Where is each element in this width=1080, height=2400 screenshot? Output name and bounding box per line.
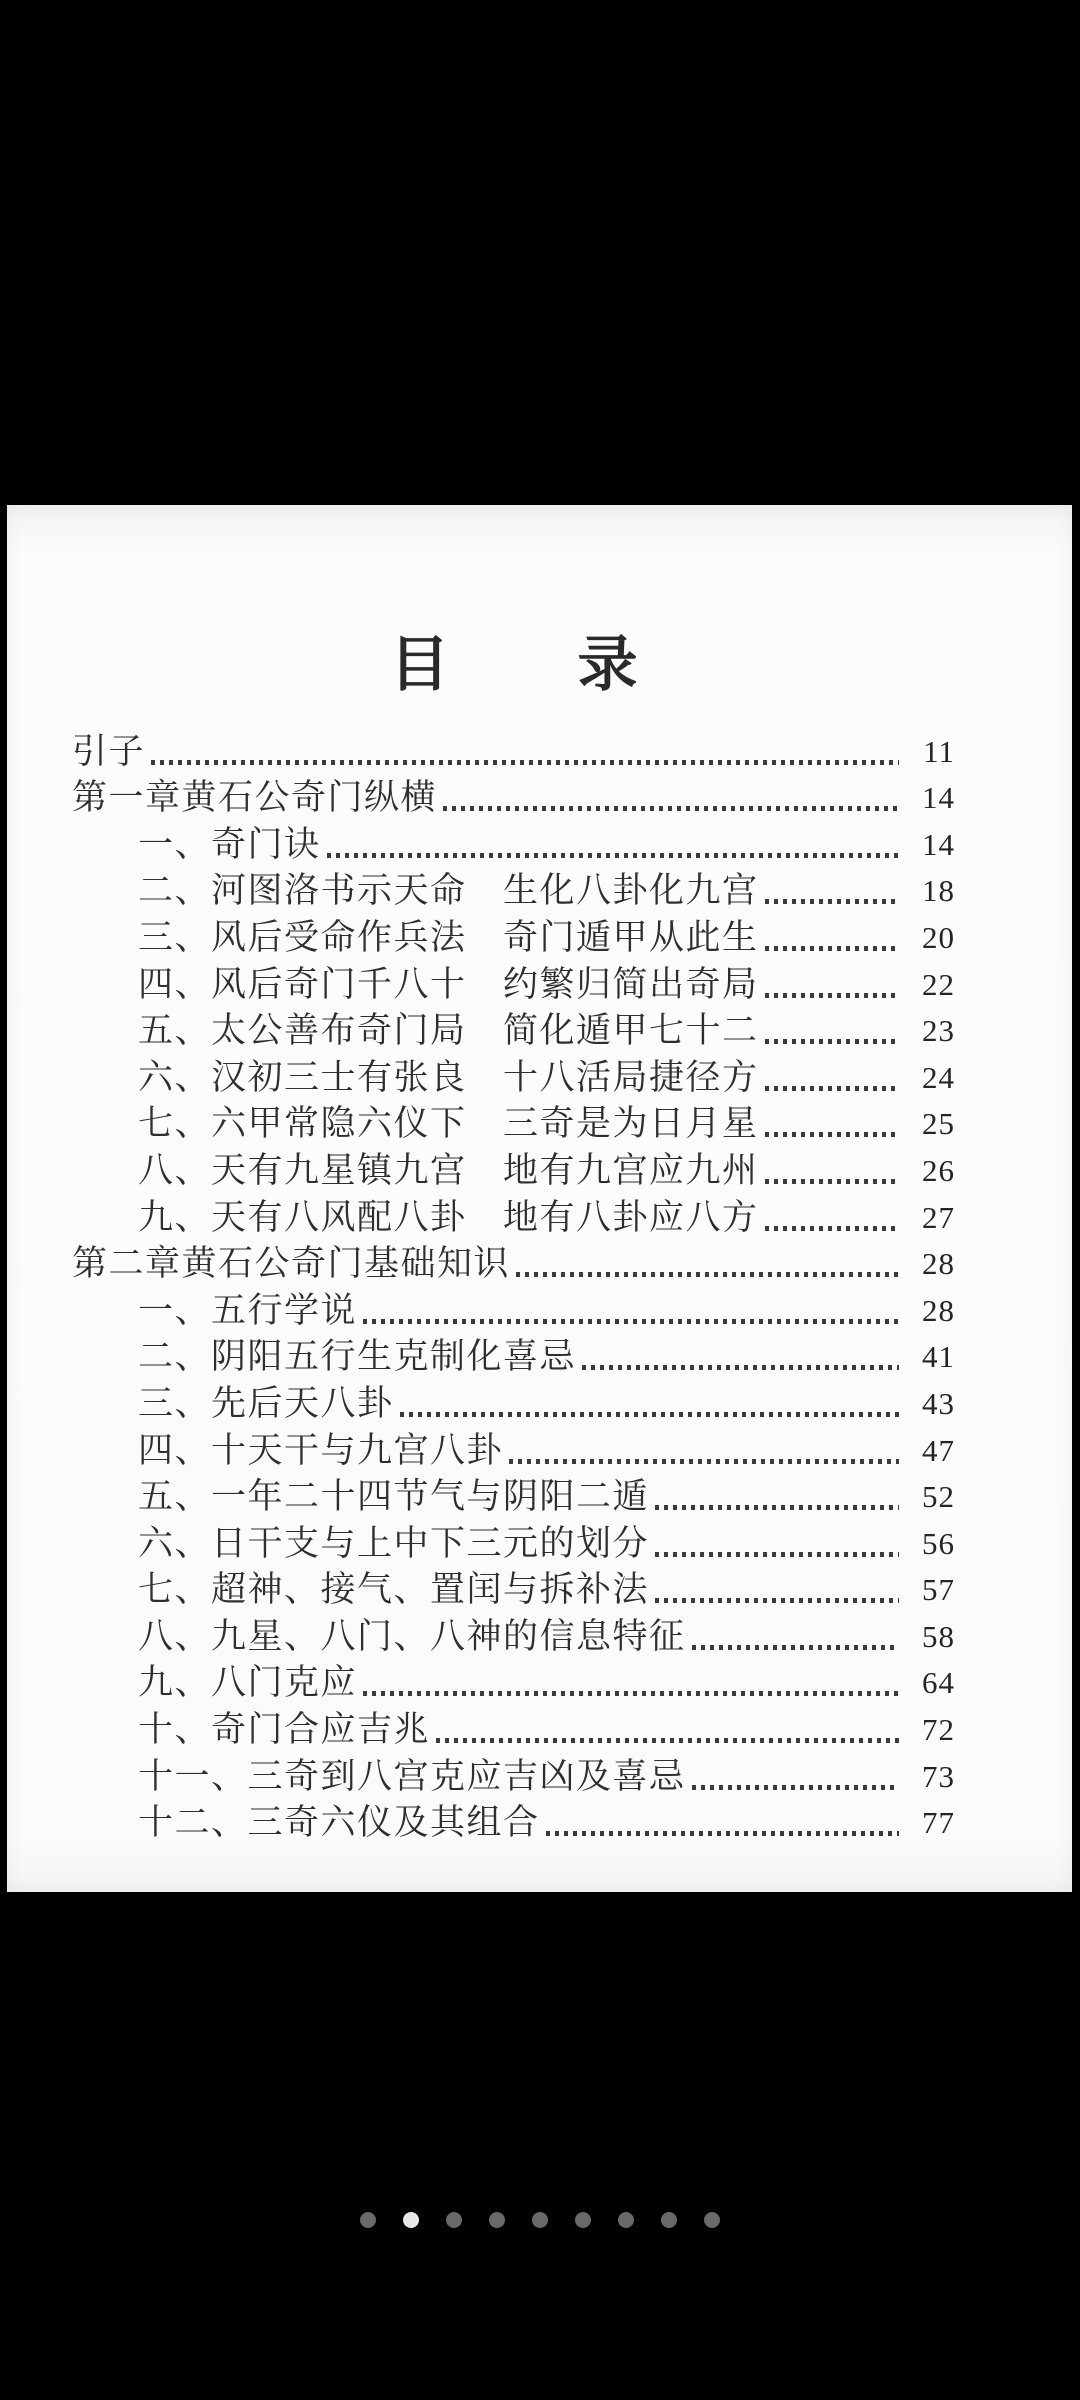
dotted-leader	[765, 946, 899, 951]
toc-entry-label: 九、八门克应	[138, 1663, 358, 1703]
dotted-leader	[765, 1086, 899, 1091]
toc-entry[interactable]	[72, 1520, 955, 1567]
toc-entry[interactable]	[72, 1194, 955, 1241]
dotted-leader	[436, 1738, 899, 1743]
dotted-leader	[363, 1319, 899, 1324]
dotted-leader	[765, 993, 899, 998]
book-page[interactable]	[7, 505, 1072, 1892]
dotted-leader	[655, 1598, 899, 1603]
toc-entry[interactable]	[72, 728, 955, 775]
toc-entry[interactable]	[72, 1241, 955, 1288]
toc-entry[interactable]	[72, 1054, 955, 1101]
pager-dot[interactable]	[446, 2212, 462, 2228]
toc-entry-label: 八、天有九星镇九宫 地有九宫应九州	[138, 1150, 759, 1190]
pager-dot[interactable]	[661, 2212, 677, 2228]
toc-entry-page: 64	[922, 1665, 955, 1701]
toc-entry-page: 28	[922, 1246, 955, 1282]
toc-entry-label: 六、日干支与上中下三元的划分	[138, 1523, 650, 1563]
toc-title-char-right: 录	[577, 632, 638, 698]
toc-title	[72, 632, 955, 698]
toc-entry-label: 二、河图洛书示天命 生化八卦化九宫	[138, 871, 759, 911]
toc-entry-page: 58	[922, 1618, 955, 1654]
toc-entry[interactable]	[72, 1008, 955, 1055]
toc-entry[interactable]	[72, 1101, 955, 1148]
toc-entry-label: 三、风后受命作兵法 奇门遁甲从此生	[138, 917, 759, 957]
toc-entry-label: 二、阴阳五行生克制化喜忌	[138, 1337, 577, 1377]
toc-entry-page: 27	[922, 1199, 955, 1235]
pager-dot[interactable]	[704, 2212, 720, 2228]
toc-entry-label: 九、天有八风配八卦 地有八卦应八方	[138, 1197, 759, 1237]
toc-entry-label: 五、一年二十四节气与阴阳二遁	[138, 1477, 650, 1517]
toc-entry-label: 七、六甲常隐六仪下 三奇是为日月星	[138, 1104, 759, 1144]
dotted-leader	[509, 1459, 899, 1464]
pager-dot[interactable]	[360, 2212, 376, 2228]
toc-entry-page: 20	[922, 919, 955, 955]
toc-entry-page: 41	[922, 1339, 955, 1375]
toc-entry-page: 14	[922, 780, 955, 816]
pager-dot[interactable]	[532, 2212, 548, 2228]
toc-entry[interactable]	[72, 868, 955, 915]
toc-list	[72, 728, 955, 1846]
toc-entry-page: 18	[922, 873, 955, 909]
toc-entry-label: 四、十天干与九宫八卦	[138, 1430, 504, 1470]
toc-entry[interactable]	[72, 1660, 955, 1707]
toc-entry[interactable]	[72, 914, 955, 961]
toc-entry-page: 26	[922, 1152, 955, 1188]
toc-entry-label: 第一章黄石公奇门纵横	[72, 778, 438, 818]
toc-entry-page: 43	[922, 1385, 955, 1421]
toc-entry-page: 56	[922, 1525, 955, 1561]
dotted-leader	[582, 1365, 899, 1370]
toc-entry[interactable]	[72, 775, 955, 822]
toc-entry-label: 第二章黄石公奇门基础知识	[72, 1244, 511, 1284]
dotted-leader	[327, 853, 899, 858]
dotted-leader	[765, 1179, 899, 1184]
toc-entry-label: 引子	[72, 731, 146, 771]
toc-entry-page: 72	[922, 1712, 955, 1748]
toc-entry[interactable]	[72, 1567, 955, 1614]
toc-entry-label: 八、九星、八门、八神的信息特征	[138, 1616, 686, 1656]
toc-entry-label: 十、奇门合应吉兆	[138, 1710, 431, 1750]
page-indicator	[0, 2212, 1080, 2228]
toc-entry[interactable]	[72, 1613, 955, 1660]
dotted-leader	[765, 1132, 899, 1137]
dotted-leader	[655, 1552, 899, 1557]
toc-entry-page: 14	[922, 826, 955, 862]
pager-dot[interactable]	[618, 2212, 634, 2228]
dotted-leader	[692, 1785, 899, 1790]
toc-entry-page: 11	[923, 733, 955, 769]
toc-entry[interactable]	[72, 1287, 955, 1334]
dotted-leader	[765, 1226, 899, 1231]
toc-entry-label: 十一、三奇到八宫克应吉凶及喜忌	[138, 1756, 686, 1796]
toc-entry[interactable]	[72, 821, 955, 868]
toc-entry-label: 七、超神、接气、置闰与拆补法	[138, 1570, 650, 1610]
toc-entry-label: 三、先后天八卦	[138, 1383, 394, 1423]
toc-entry-page: 47	[922, 1432, 955, 1468]
toc-title-char-left: 目	[389, 632, 450, 698]
dotted-leader	[765, 1039, 899, 1044]
toc-entry[interactable]	[72, 1334, 955, 1381]
dotted-leader	[151, 760, 899, 765]
pager-dot-active[interactable]	[403, 2212, 419, 2228]
toc-entry[interactable]	[72, 1427, 955, 1474]
toc-entry-label: 五、太公善布奇门局 简化遁甲七十二	[138, 1011, 759, 1051]
toc-entry-page: 23	[922, 1013, 955, 1049]
toc-entry-label: 一、奇门诀	[138, 824, 321, 864]
toc-entry[interactable]	[72, 1800, 955, 1847]
pager-dot[interactable]	[489, 2212, 505, 2228]
pager-dot[interactable]	[575, 2212, 591, 2228]
toc-entry-label: 六、汉初三士有张良 十八活局捷径方	[138, 1057, 759, 1097]
toc-entry-page: 73	[922, 1758, 955, 1794]
dotted-leader	[692, 1645, 899, 1650]
dotted-leader	[765, 899, 899, 904]
dotted-leader	[516, 1272, 899, 1277]
dotted-leader	[546, 1831, 899, 1836]
toc-entry-page: 77	[922, 1805, 955, 1841]
dotted-leader	[400, 1412, 899, 1417]
toc-entry-label: 四、风后奇门千八十 约繁归简出奇局	[138, 964, 759, 1004]
toc-entry[interactable]	[72, 1147, 955, 1194]
toc-entry[interactable]	[72, 1706, 955, 1753]
toc-entry-label: 十二、三奇六仪及其组合	[138, 1803, 540, 1843]
toc-entry-page: 52	[922, 1479, 955, 1515]
toc-entry[interactable]	[72, 1474, 955, 1521]
dotted-leader	[655, 1505, 899, 1510]
toc-entry[interactable]	[72, 961, 955, 1008]
toc-entry-page: 57	[922, 1572, 955, 1608]
toc-entry-page: 22	[922, 966, 955, 1002]
toc-entry[interactable]	[72, 1380, 955, 1427]
toc-entry-page: 24	[922, 1059, 955, 1095]
dotted-leader	[363, 1691, 899, 1696]
toc-entry-label: 一、五行学说	[138, 1290, 358, 1330]
toc-entry[interactable]	[72, 1753, 955, 1800]
dotted-leader	[443, 806, 899, 811]
toc-entry-page: 28	[922, 1292, 955, 1328]
toc-entry-page: 25	[922, 1106, 955, 1142]
